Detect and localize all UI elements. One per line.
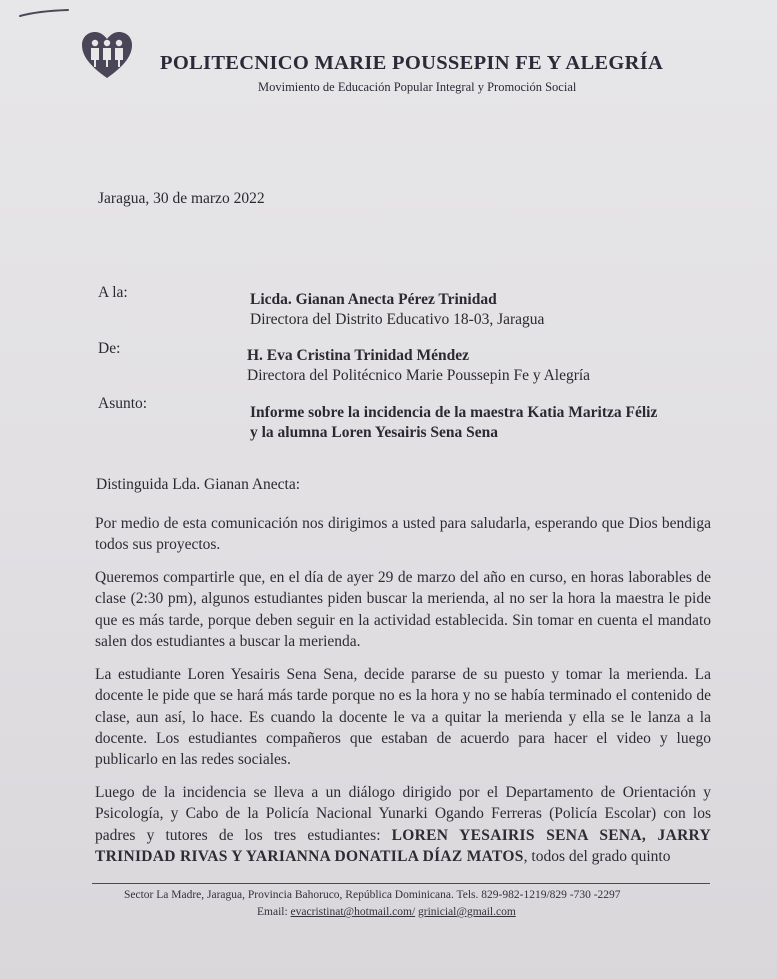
paragraph-dialogue-end: , todos del grado quinto (523, 847, 671, 865)
footer-email (257, 906, 516, 918)
students-names: LOREN YESAIRIS SENA SENA, JARRY TRINIDAD RIVAS Y YARIANNA DONATILA DÍAZ MATOS (95, 826, 711, 865)
letter-date: Jaragua, 30 de marzo 2022 (98, 190, 265, 207)
footer-address: Sector La Madre, Jaragua, Provincia Bahoruco, República Dominicana. Tels. 829-982-1219/829 -730 -2297 (124, 889, 621, 901)
email-link-1[interactable]: evacristinat@hotmail.com/ (290, 906, 416, 918)
sender-block (247, 346, 590, 386)
paragraph-dialogue (95, 782, 711, 867)
pen-stroke-mark (18, 8, 70, 18)
recipient-role: Directora del Distrito Educativo 18-03, Jaragua (250, 311, 545, 328)
sender-name: H. Eva Cristina Trinidad Méndez (247, 347, 470, 364)
subject-block (250, 403, 657, 443)
paragraph-dialogue-text: Luego de la incidencia se lleva a un diálogo dirigido por el Departamento de Orientación y Psicología, y Cabo de la Policía Nacional Yunarki Ogando Ferreras (Policía Escolar) con los padres y tutores de los tres estudiantes: (95, 784, 711, 844)
sender-label: De: (98, 340, 121, 357)
recipient-block (250, 290, 544, 330)
subject-label: Asunto: (98, 395, 148, 412)
footer-email-label: Email: (257, 906, 288, 918)
school-name: POLITECNICO MARIE POUSSEPIN FE Y ALEGRÍA (160, 52, 664, 74)
footer-divider (92, 883, 710, 884)
subject-line-2: y la alumna Loren Yesairis Sena Sena (250, 424, 499, 441)
paragraph-student: La estudiante Loren Yesairis Sena Sena, decide pararse de su puesto y tomar la merienda. La docente le pide que se hará más tarde porque no es la hora y no se había terminado el contenido de clase, aun así, lo hace. Es cuando la docente le va a quitar la merienda y ella se le lanza a la docente. Los estudiantes compañeros que estaban de acuerdo para hacer el video y luego publicarlo en las redes sociales. (95, 666, 711, 769)
recipient-label: A la: (98, 284, 128, 301)
paragraph-incident: Queremos compartirle que, en el día de ayer 29 de marzo del año en curso, en horas laborables de clase (2:30 pm), algunos estudiantes piden buscar la merienda, al no ser la hora la maestra le pide que es más tarde, porque deben seguir en la actividad establecida. Sin tomar en cuenta el mandato salen dos estudiantes a buscar la merienda. (95, 569, 711, 650)
salutation: Distinguida Lda. Gianan Anecta: (96, 476, 301, 493)
paragraph-greeting: Por medio de esta comunicación nos dirigimos a usted para saludarla, esperando que Dios bendiga todos sus proyectos. (95, 515, 711, 554)
heart-family-logo-icon (80, 30, 134, 80)
email-link-2[interactable]: grinicial@gmail.com (418, 906, 516, 918)
school-tagline: Movimiento de Educación Popular Integral y Promoción Social (258, 80, 577, 94)
subject-line-1: Informe sobre la incidencia de la maestra Katia Maritza Féliz (250, 404, 658, 421)
sender-role: Directora del Politécnico Marie Poussepin Fe y Alegría (247, 367, 591, 384)
recipient-name: Licda. Gianan Anecta Pérez Trinidad (250, 291, 497, 308)
